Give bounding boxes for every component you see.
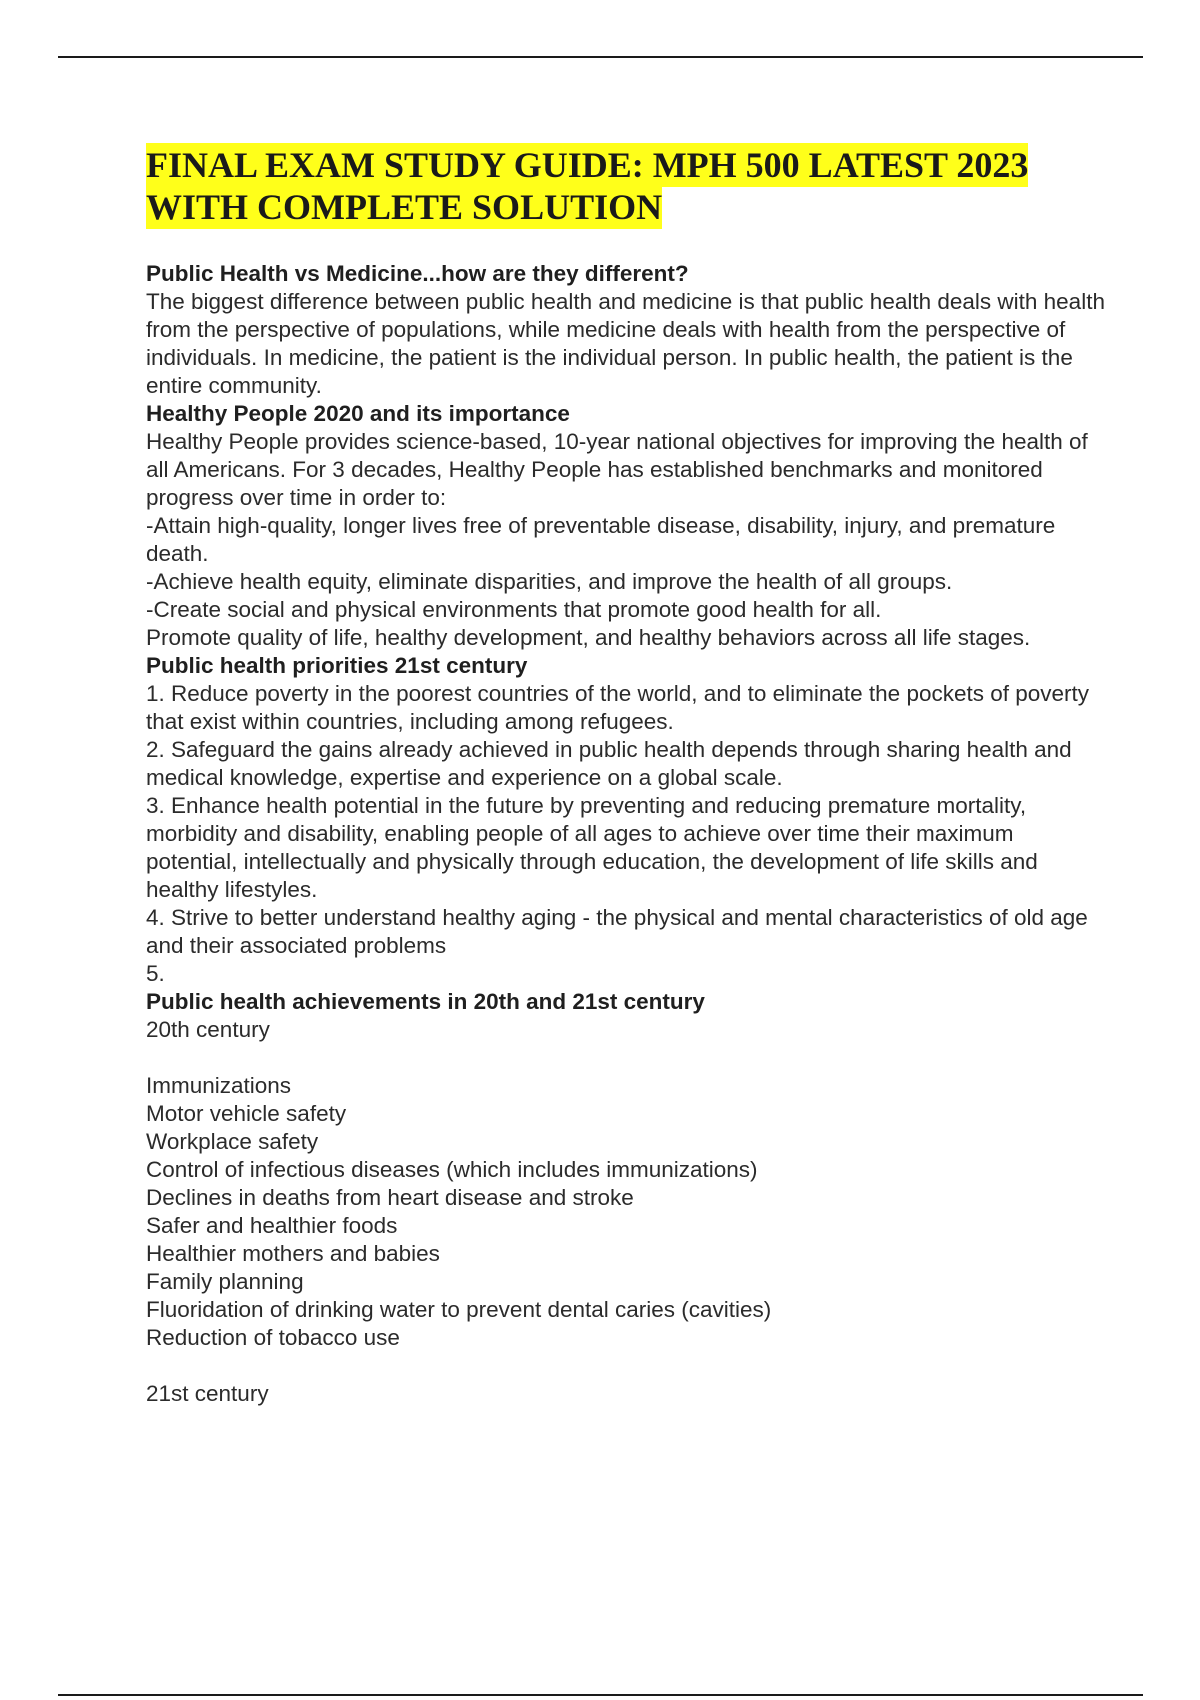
section-heading-achievements: Public health achievements in 20th and 21st century bbox=[146, 989, 705, 1014]
healthy-people-objective-1: -Attain high-quality, longer lives free of preventable disease, disability, injury, and premature death. bbox=[146, 513, 1056, 566]
priority-item-3: 3. Enhance health potential in the future by preventing and reducing premature mortality, morbidity and disability, enabling people of all ages to achieve over time their maximum potential, intellectually and physically through education, the development of life skills and healthy lifestyles. bbox=[146, 793, 1038, 902]
spacer bbox=[146, 1352, 1106, 1380]
section-heading-priorities-21st-century: Public health priorities 21st century bbox=[146, 653, 528, 678]
list-item: Declines in deaths from heart disease and stroke bbox=[146, 1185, 634, 1210]
bottom-rule bbox=[58, 1694, 1143, 1696]
document-title bbox=[146, 144, 1106, 228]
healthy-people-objective-3: -Create social and physical environments that promote good health for all. bbox=[146, 597, 882, 622]
section-body-healthy-people-2020: Healthy People provides science-based, 10-year national objectives for improving the health of all Americans. For 3 decades, Healthy People has established benchmarks and monitored progress over time in order to: bbox=[146, 429, 1088, 510]
healthy-people-objective-4: Promote quality of life, healthy development, and healthy behaviors across all life stages. bbox=[146, 625, 1031, 650]
priority-item-5: 5. bbox=[146, 961, 165, 986]
section-body-public-health-vs-medicine: The biggest difference between public health and medicine is that public health deals with health from the perspective of populations, while medicine deals with health from the perspective of individuals. In medicine, the patient is the individual person. In public health, the patient is the entire community. bbox=[146, 289, 1105, 398]
section-heading-healthy-people-2020: Healthy People 2020 and its importance bbox=[146, 401, 570, 426]
list-item: Reduction of tobacco use bbox=[146, 1325, 400, 1350]
achievements-list-20th-century bbox=[146, 1072, 1106, 1352]
list-item: Safer and healthier foods bbox=[146, 1213, 398, 1238]
priority-item-4: 4. Strive to better understand healthy aging - the physical and mental characteristics of old age and their associated problems bbox=[146, 905, 1088, 958]
top-rule bbox=[58, 56, 1143, 58]
list-item: Motor vehicle safety bbox=[146, 1101, 347, 1126]
title-line-1: FINAL EXAM STUDY GUIDE: MPH 500 LATEST 2023 bbox=[146, 145, 1029, 185]
title-line-2: WITH COMPLETE SOLUTION bbox=[146, 187, 663, 227]
spacer bbox=[146, 1044, 1106, 1072]
list-item: Healthier mothers and babies bbox=[146, 1241, 440, 1266]
achievements-subheading-20th-century: 20th century bbox=[146, 1017, 270, 1042]
list-item: Family planning bbox=[146, 1269, 304, 1294]
healthy-people-objective-2: -Achieve health equity, eliminate disparities, and improve the health of all groups. bbox=[146, 569, 953, 594]
section-heading-public-health-vs-medicine: Public Health vs Medicine...how are they different? bbox=[146, 261, 689, 286]
list-item: Fluoridation of drinking water to prevent dental caries (cavities) bbox=[146, 1297, 772, 1322]
achievements-subheading-21st-century: 21st century bbox=[146, 1381, 269, 1406]
priority-item-2: 2. Safeguard the gains already achieved in public health depends through sharing health and medical knowledge, expertise and experience on a global scale. bbox=[146, 737, 1072, 790]
list-item: Immunizations bbox=[146, 1073, 292, 1098]
list-item: Workplace safety bbox=[146, 1129, 319, 1154]
list-item: Control of infectious diseases (which includes immunizations) bbox=[146, 1157, 758, 1182]
priority-item-1: 1. Reduce poverty in the poorest countries of the world, and to eliminate the pockets of poverty that exist within countries, including among refugees. bbox=[146, 681, 1090, 734]
document-body bbox=[146, 144, 1106, 1408]
